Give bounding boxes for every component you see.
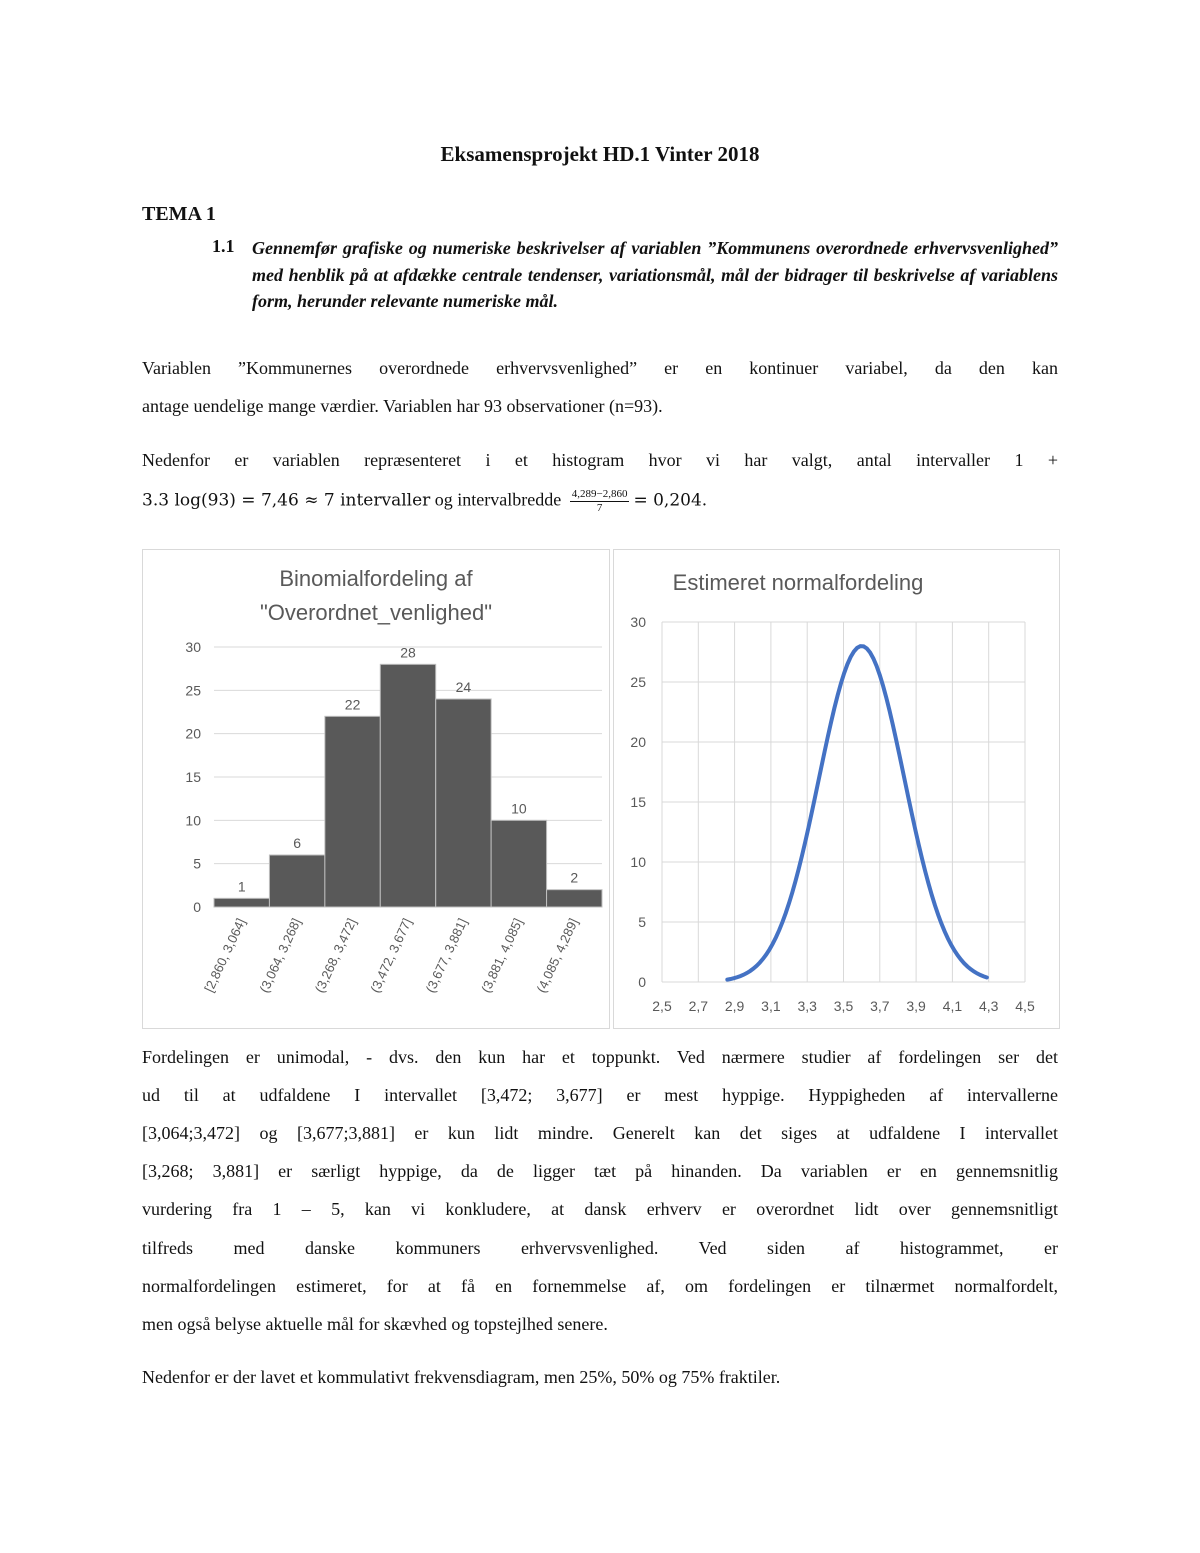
histogram-bar [491, 820, 546, 907]
normal-y-tick-label: 0 [638, 974, 646, 990]
histogram-x-tick-label: (4,085, 4,289] [533, 915, 582, 995]
normal-x-tick-label: 4,1 [942, 998, 963, 1014]
normal-x-tick-label: 3,7 [870, 998, 890, 1014]
normal-y-tick-label: 5 [638, 914, 646, 930]
question-number: 1.1 [212, 236, 235, 256]
histogram-y-tick-label: 20 [185, 725, 201, 742]
formula-width-result: = 0,204. [633, 490, 708, 511]
document-title: Eksamensprojekt HD.1 Vinter 2018 [440, 142, 760, 166]
histogram-x-tick-label: (3,268, 3,472] [311, 915, 360, 995]
histogram-y-tick-label: 30 [185, 639, 201, 655]
histogram-bar [269, 855, 324, 907]
normal-y-tick-label: 25 [630, 674, 646, 690]
histogram-data-label: 24 [455, 679, 472, 695]
normal-distribution-svg [614, 550, 1059, 1028]
paragraph-2-line-1: Nedenfor er variablen repræsenteret i et histogram hvor vi har valgt, antal intervaller 1 + [142, 450, 1058, 470]
histogram-chart [142, 549, 610, 1029]
normal-x-tick-label: 4,5 [1015, 998, 1035, 1014]
histogram-data-label: 22 [344, 696, 361, 713]
normal-y-tick-label: 15 [630, 794, 646, 810]
formula-intervals: 3.3 log(93) = 7,46 ≈ 7 intervaller [142, 490, 431, 511]
paragraph-1-line-2: antage uendelige mange værdier. Variablen har 93 observationer (n=93). [142, 396, 663, 416]
section-heading: TEMA 1 [142, 203, 216, 225]
interval-width-fraction [570, 488, 630, 515]
histogram-data-label: 1 [237, 878, 246, 895]
paragraph-3-line: [3,064;3,472] og [3,677;3,881] er kun lidt mindre. Generelt kan det siges at udfaldene I intervallet [142, 1123, 1058, 1143]
paragraph-3-line: normalfordelingen estimeret, for at få en fornemmelse af, om fordelingen er tilnærmet normalfordelt, [142, 1276, 1058, 1296]
histogram-x-tick-label: (3,472, 3,677] [367, 915, 415, 995]
histogram-y-tick-label: 25 [185, 682, 201, 699]
paragraph-3-line: [3,268; 3,881] er særligt hyppige, da de ligger tæt på hinanden. Da variablen er en gennemsnitlig [142, 1161, 1058, 1181]
histogram-bar [325, 716, 380, 907]
normal-x-tick-label: 4,3 [978, 998, 999, 1014]
normal-x-tick-label: 3,9 [906, 998, 926, 1014]
histogram-title-line-1: Binomialfordeling af [279, 566, 473, 591]
paragraph-3-line: vurdering fra 1 – 5, kan vi konkludere, at dansk erhverv er overordnet lidt over gennemsnitligt [142, 1199, 1058, 1219]
paragraph-4: Nedenfor er der lavet et kommulativt frekvensdiagram, men 25%, 50% og 75% fraktiler. [142, 1367, 781, 1387]
paragraph-1-line-1: Variablen ”Kommunernes overordnede erhvervsvenlighed” er en kontinuer variabel, da den kan [142, 358, 1058, 378]
histogram-title-line-2: "Overordnet_venlighed" [259, 600, 493, 625]
question-text: Gennemfør grafiske og numeriske beskrivelser af variablen ”Kommunens overordnede erhvervsvenlighed” med henblik på at afdække centrale tendenser, variationsmål, mål der bidrager til beskrivelse af variablens form, herunder relevante numeriske mål. [252, 238, 1058, 311]
histogram-bar [547, 890, 602, 907]
paragraph-3-line: tilfreds med danske kommuners erhvervsvenlighed. Ved siden af histogrammet, er [142, 1238, 1058, 1258]
histogram-data-label: 10 [511, 800, 527, 817]
histogram-x-tick-label: (3,677, 3,881] [422, 915, 471, 995]
histogram-x-tick-label: (3,881, 4,085] [478, 915, 526, 995]
histogram-data-label: 28 [400, 644, 416, 661]
normal-x-tick-label: 3,5 [833, 998, 854, 1014]
normal-x-tick-label: 2,9 [724, 998, 745, 1014]
histogram-y-tick-label: 10 [185, 812, 201, 829]
histogram-y-tick-label: 0 [193, 899, 201, 915]
histogram-bar [436, 699, 491, 907]
normal-x-tick-label: 2,5 [652, 998, 672, 1014]
histogram-y-tick-label: 5 [193, 855, 201, 872]
histogram-data-label: 2 [570, 869, 579, 886]
fraction-denominator: 7 [596, 502, 603, 514]
paragraph-3-line: Fordelingen er unimodal, - dvs. den kun har et toppunkt. Ved nærmere studier af fordelingen ser det [142, 1047, 1058, 1067]
histogram-x-tick-label: [2,860, 3,064] [201, 915, 249, 995]
histogram-svg [143, 550, 609, 1028]
histogram-bar [214, 898, 269, 907]
normal-x-tick-label: 3,1 [761, 998, 781, 1014]
normal-distribution-chart [613, 549, 1060, 1029]
normal-y-tick-label: 30 [630, 614, 646, 630]
paragraph-3-line: men også belyse aktuelle mål for skævhed og topstejlhed senere. [142, 1314, 608, 1334]
normal-x-tick-label: 2,7 [688, 998, 709, 1014]
histogram-bar [380, 664, 435, 907]
normal-y-tick-label: 20 [630, 734, 646, 750]
paragraph-3-line: ud til at udfaldene I intervallet [3,472; 3,677] er mest hyppige. Hyppigheden af intervallerne [142, 1085, 1058, 1105]
paragraph-2-line-2 [142, 488, 1058, 515]
normal-x-tick-label: 3,3 [797, 998, 817, 1014]
interval-width-label: og intervalbredde [430, 489, 566, 510]
normal-chart-title: Estimeret normalfordeling [672, 570, 924, 595]
histogram-y-tick-label: 15 [185, 769, 201, 785]
fraction-numerator: 4,289−2,860 [571, 488, 628, 500]
normal-y-tick-label: 10 [630, 854, 646, 870]
normal-curve-line [727, 646, 987, 979]
histogram-x-tick-label: (3,064, 3,268] [256, 915, 304, 995]
histogram-data-label: 6 [293, 835, 302, 851]
